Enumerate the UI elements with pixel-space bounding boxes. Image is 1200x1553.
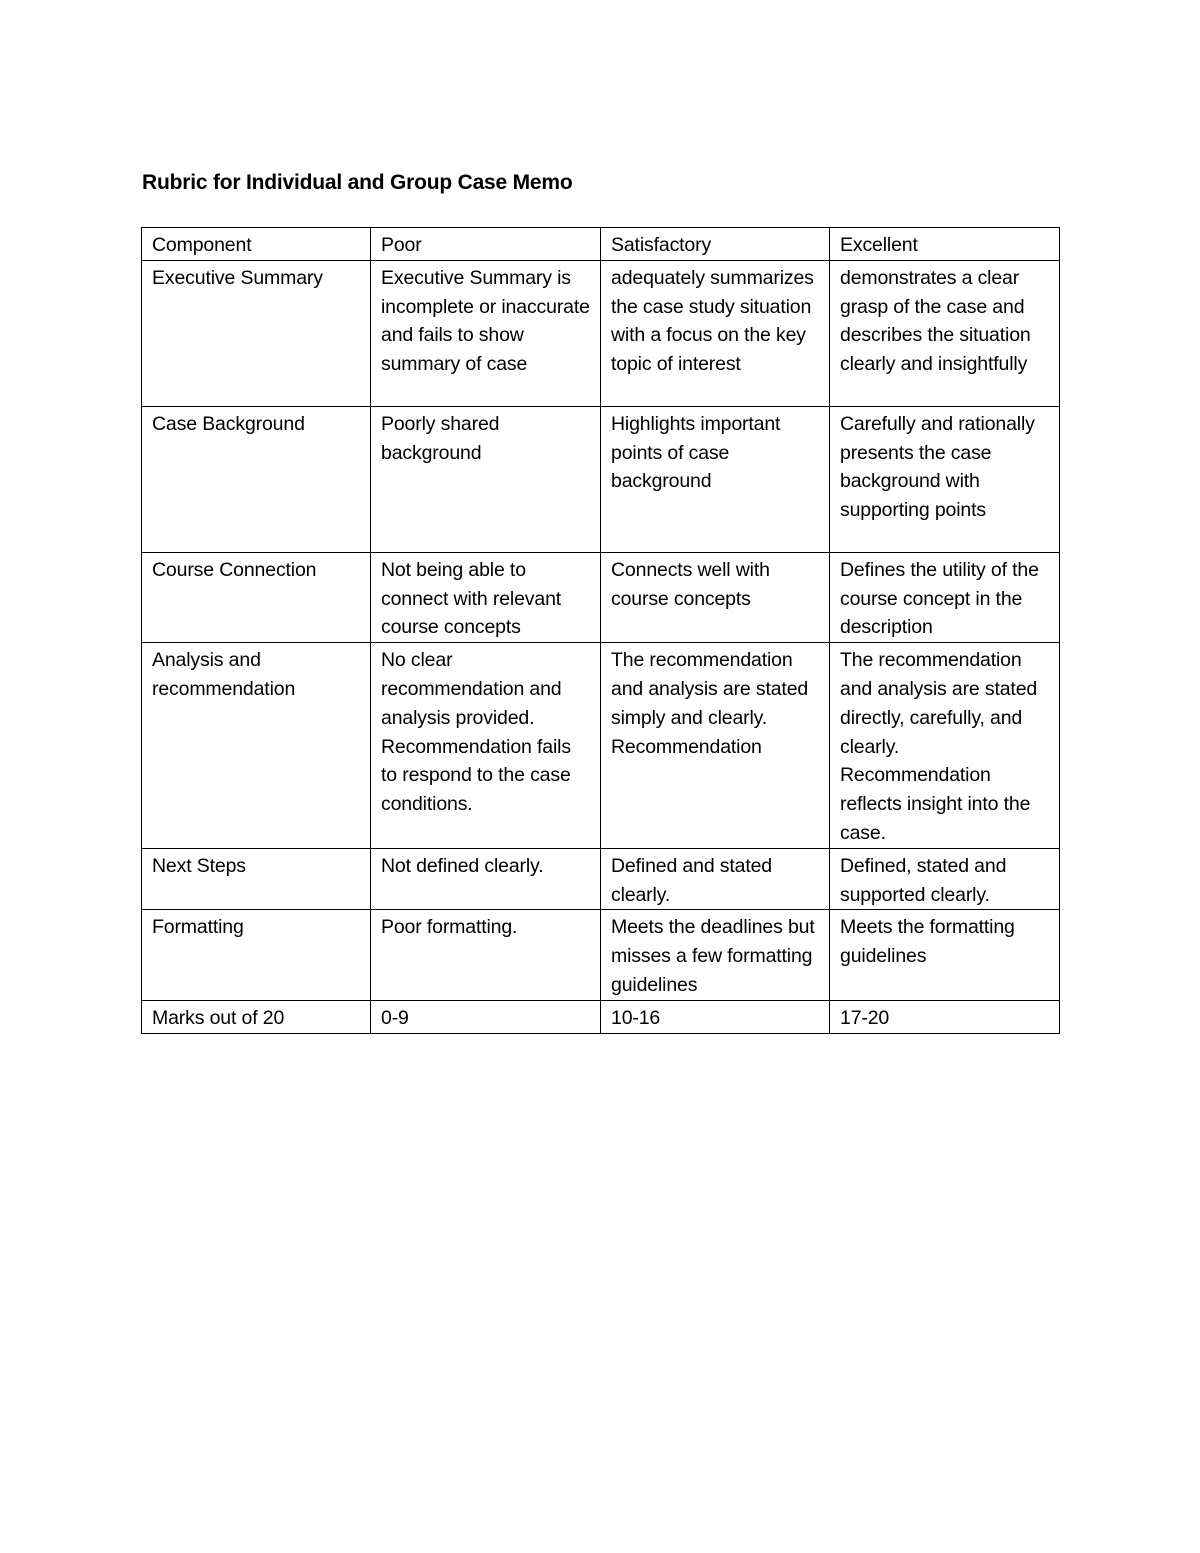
cell-poor: Executive Summary is incomplete or inaccurate and fails to show summary of case <box>371 260 601 406</box>
cell-satisfactory: Meets the deadlines but misses a few formatting guidelines <box>601 910 830 1000</box>
table-row <box>142 260 1060 406</box>
cell-satisfactory: adequately summarizes the case study situation with a focus on the key topic of interest <box>601 260 830 406</box>
cell-excellent: Defines the utility of the course concept in the description <box>830 552 1060 642</box>
cell-component: Course Connection <box>142 552 371 642</box>
header-excellent: Excellent <box>830 228 1060 261</box>
cell-component: Next Steps <box>142 848 371 910</box>
table-row <box>142 910 1060 1000</box>
cell-excellent: Meets the formatting guidelines <box>830 910 1060 1000</box>
cell-excellent: Carefully and rationally presents the case background with supporting points <box>830 406 1060 552</box>
cell-satisfactory: Connects well with course concepts <box>601 552 830 642</box>
document-title: Rubric for Individual and Group Case Memo <box>142 171 573 194</box>
cell-component: Analysis and recommendation <box>142 643 371 849</box>
cell-poor: Poor formatting. <box>371 910 601 1000</box>
header-poor: Poor <box>371 228 601 261</box>
cell-poor: Poorly shared background <box>371 406 601 552</box>
rubric-table <box>141 227 1060 1034</box>
cell-satisfactory: 10-16 <box>601 1000 830 1033</box>
table-row <box>142 643 1060 849</box>
table-row <box>142 848 1060 910</box>
cell-poor: No clear recommendation and analysis provided. Recommendation fails to respond to the case conditions. <box>371 643 601 849</box>
cell-excellent: 17-20 <box>830 1000 1060 1033</box>
header-component: Component <box>142 228 371 261</box>
cell-poor: 0-9 <box>371 1000 601 1033</box>
cell-component: Formatting <box>142 910 371 1000</box>
cell-satisfactory: Defined and stated clearly. <box>601 848 830 910</box>
cell-component: Case Background <box>142 406 371 552</box>
cell-excellent: demonstrates a clear grasp of the case and describes the situation clearly and insightfully <box>830 260 1060 406</box>
cell-satisfactory: Highlights important points of case background <box>601 406 830 552</box>
table-row <box>142 406 1060 552</box>
table-row <box>142 552 1060 642</box>
cell-component: Marks out of 20 <box>142 1000 371 1033</box>
header-satisfactory: Satisfactory <box>601 228 830 261</box>
table-header-row <box>142 228 1060 261</box>
table-row <box>142 1000 1060 1033</box>
cell-excellent: Defined, stated and supported clearly. <box>830 848 1060 910</box>
cell-excellent: The recommendation and analysis are stated directly, carefully, and clearly. Recommendation reflects insight into the case. <box>830 643 1060 849</box>
cell-component: Executive Summary <box>142 260 371 406</box>
cell-poor: Not defined clearly. <box>371 848 601 910</box>
cell-poor: Not being able to connect with relevant course concepts <box>371 552 601 642</box>
cell-satisfactory: The recommendation and analysis are stated simply and clearly. Recommendation <box>601 643 830 849</box>
